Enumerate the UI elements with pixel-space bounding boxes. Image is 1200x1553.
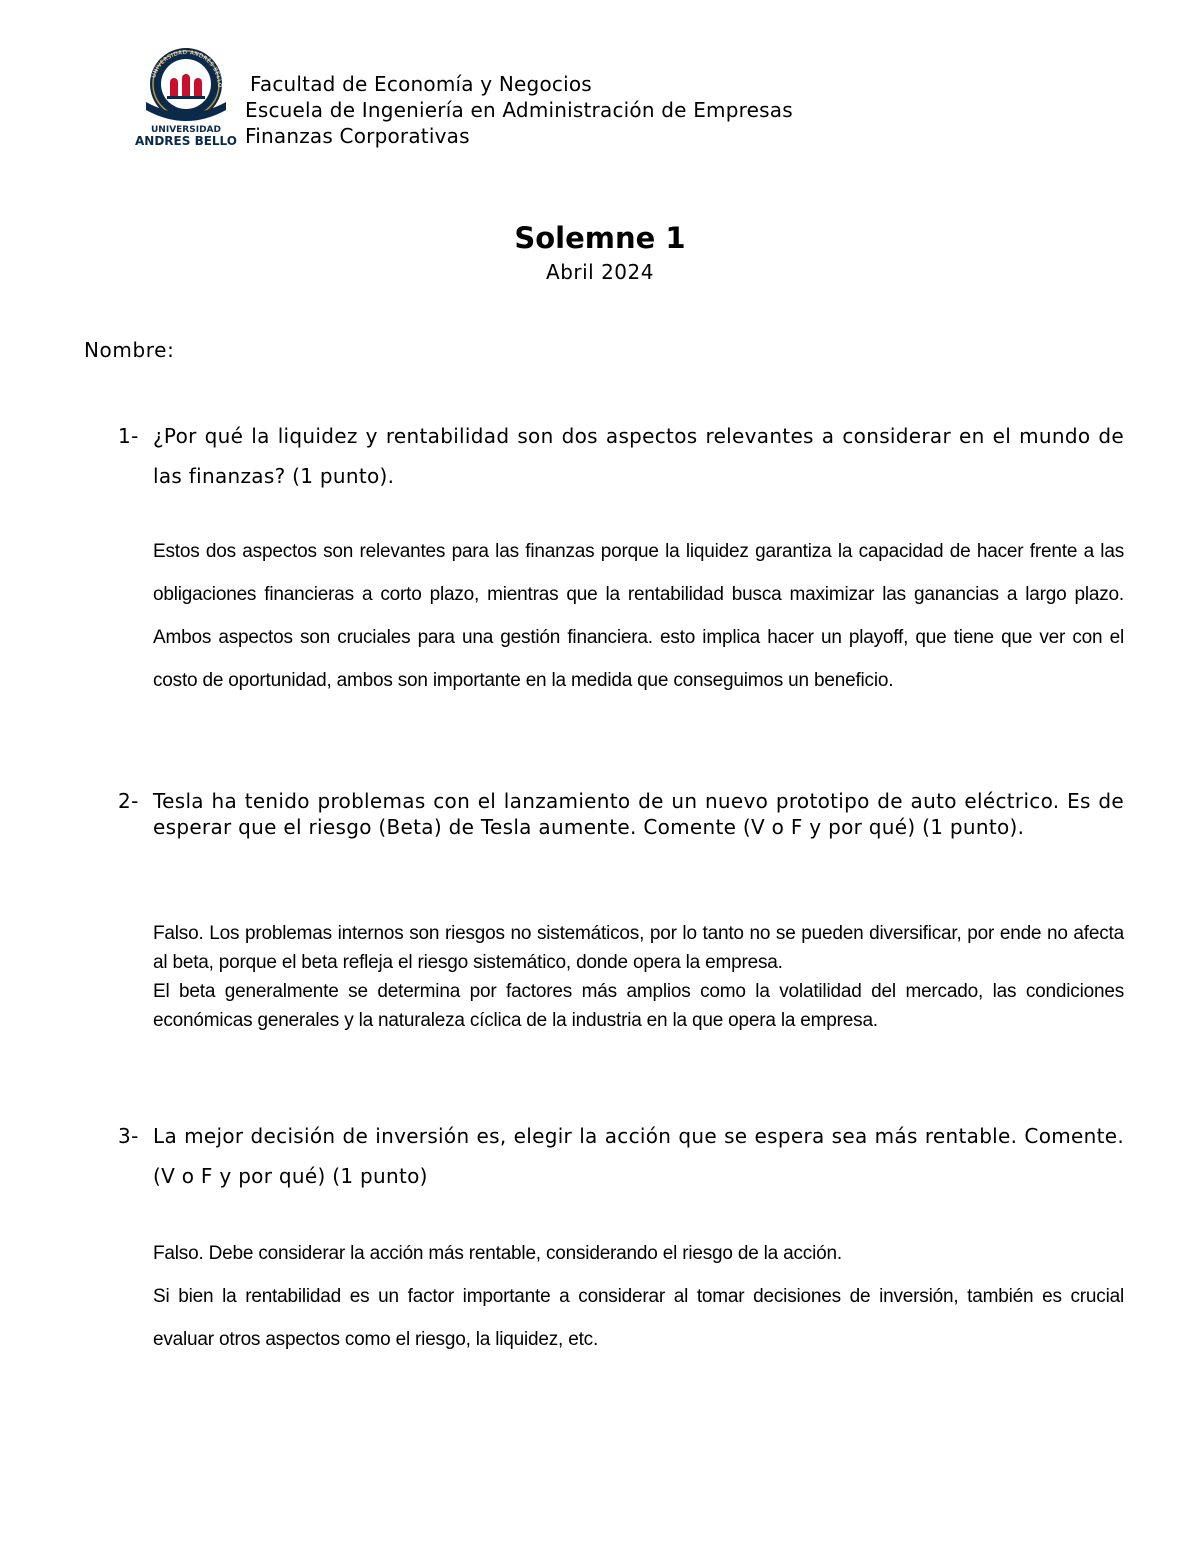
university-seal-icon <box>132 44 240 150</box>
exam-date: Abril 2024 <box>546 260 654 284</box>
question-text: ¿Por qué la liquidez y rentabilidad son dos aspectos relevantes a considerar en el mundo de las finanzas? (1 punto). <box>153 424 1124 488</box>
exam-title: Solemne 1 <box>514 221 686 255</box>
answer-paragraph: Estos dos aspectos son relevantes para las finanzas porque la liquidez garantiza la capacidad de hacer frente a las obligaciones financieras a corto plazo, mientras que la rentabilidad busca maximizar las ganancias a largo plazo. Ambos aspectos son cruciales para una gestión financiera. esto implica hacer un playoff, que tiene que ver con el costo de oportunidad, ambos son importante en la medida que conseguimos un beneficio. <box>153 541 1124 691</box>
question-number: 2- <box>118 789 139 813</box>
answer-paragraph: Falso. Debe considerar la acción más rentable, considerando el riesgo de la acción. <box>153 1243 842 1264</box>
question-number: 3- <box>118 1124 139 1148</box>
faculty-name: Facultad de Economía y Negocios <box>250 72 592 96</box>
answer-block <box>153 919 1124 1035</box>
answer-paragraph: El beta generalmente se determina por factores más amplios como la volatilidad del mercado, las condiciones económicas generales y la naturaleza cíclica de la industria en la que opera la empresa. <box>153 981 1124 1031</box>
name-label: Nombre: <box>84 338 175 362</box>
course-name: Finanzas Corporativas <box>245 124 470 148</box>
answer-paragraph: Falso. Los problemas internos son riesgos no sistemáticos, por lo tanto no se pueden diversificar, por ende no afecta al beta, porque el beta refleja el riesgo sistemático, donde opera la empresa. <box>153 923 1124 973</box>
answer-block <box>153 530 1124 702</box>
seal-motto: UNIVERSIDAD ANDRÉS BELLO <box>151 49 223 88</box>
school-name: Escuela de Ingeniería en Administración de Empresas <box>245 98 793 122</box>
logo-line-1: UNIVERSIDAD <box>151 125 221 135</box>
question-text: Tesla ha tenido problemas con el lanzamiento de un nuevo prototipo de auto eléctrico. Es de esperar que el riesgo (Beta) de Tesla aumente. Comente (V o F y por qué) (1 punto). <box>153 789 1124 839</box>
question-number: 1- <box>118 424 139 448</box>
question-text: La mejor decisión de inversión es, elegir la acción que se espera sea más rentable. Comente. (V o F y por qué) (1 punto) <box>153 1124 1124 1188</box>
logo-line-2: ANDRES BELLO <box>135 134 237 148</box>
answer-block <box>153 1232 1124 1361</box>
answer-paragraph: Si bien la rentabilidad es un factor importante a considerar al tomar decisiones de inversión, también es crucial evaluar otros aspectos como el riesgo, la liquidez, etc. <box>153 1286 1124 1350</box>
university-logo <box>132 44 240 150</box>
document-header <box>245 71 793 149</box>
